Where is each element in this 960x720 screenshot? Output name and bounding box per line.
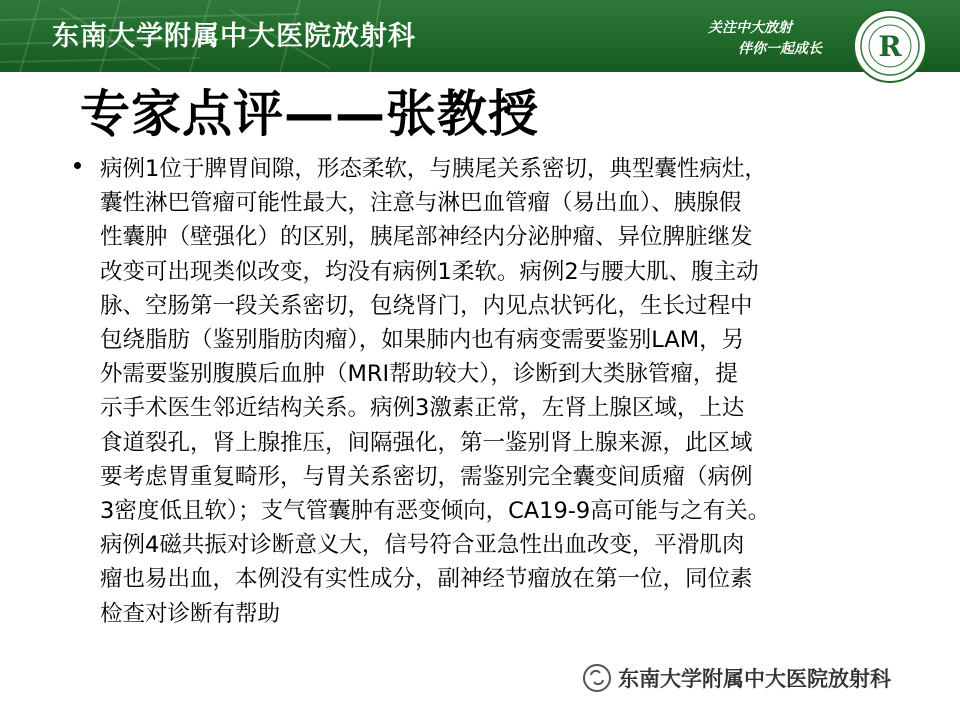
slide-title: 专家点评——张教授 <box>80 85 539 143</box>
bullet-marker <box>74 162 81 169</box>
logo-letter: R <box>878 30 902 63</box>
hospital-name: 东南大学附属中大医院放射科 <box>52 21 416 52</box>
wechat-channel-icon <box>582 663 612 693</box>
slogan-line-2: 伴你一起成长 <box>738 41 822 57</box>
watermark <box>582 662 891 694</box>
watermark-text: 东南大学附属中大医院放射科 <box>618 667 891 691</box>
slogan-line-1: 关注中大放射 <box>708 20 792 36</box>
expert-comment-text: 病例1位于脾胃间隙，形态柔软，与胰尾关系密切，典型囊性病灶， 囊性淋巴管瘤可能性最大，注意与淋巴血管瘤（易出血）、胰腺假 性囊肿（壁强化）的区别，胰尾部神经内分泌肿瘤、异位脾脏继发 改变可出现类似改变，均没有病例1柔软。病例2与腰大肌、腹主动 脉、空肠第一段关系密切，包绕肾门，内见点状钙化，生长过程中 包绕脂肪（鉴别脂肪肉瘤），如果肺内也有病变需要鉴别LAM，另 外需要鉴别腹膜后血肿（MRI帮助较大），诊断到大类脉管瘤，提 示手术医生邻近结构关系。病例3激素正常，左肾上腺区域，上达 食道裂孔，肾上腺推压，间隔强化，第一鉴别肾上腺来源，此区域 要考虑胃重复畸形，与胃关系密切，需鉴别完全囊变间质瘤（病例 3密度低且软）；支气管囊肿有恶变倾向，CA19-9高可能与之有关。 病例4磁共振对诊断意义大，信号符合亚急性出血改变，平滑肌肉 瘤也易出血，本例没有实性成分，副神经节瘤放在第一位，同位素 检查对诊断有帮助 <box>100 156 771 627</box>
hospital-radiology-logo-icon <box>852 8 928 84</box>
header-banner <box>0 0 960 72</box>
